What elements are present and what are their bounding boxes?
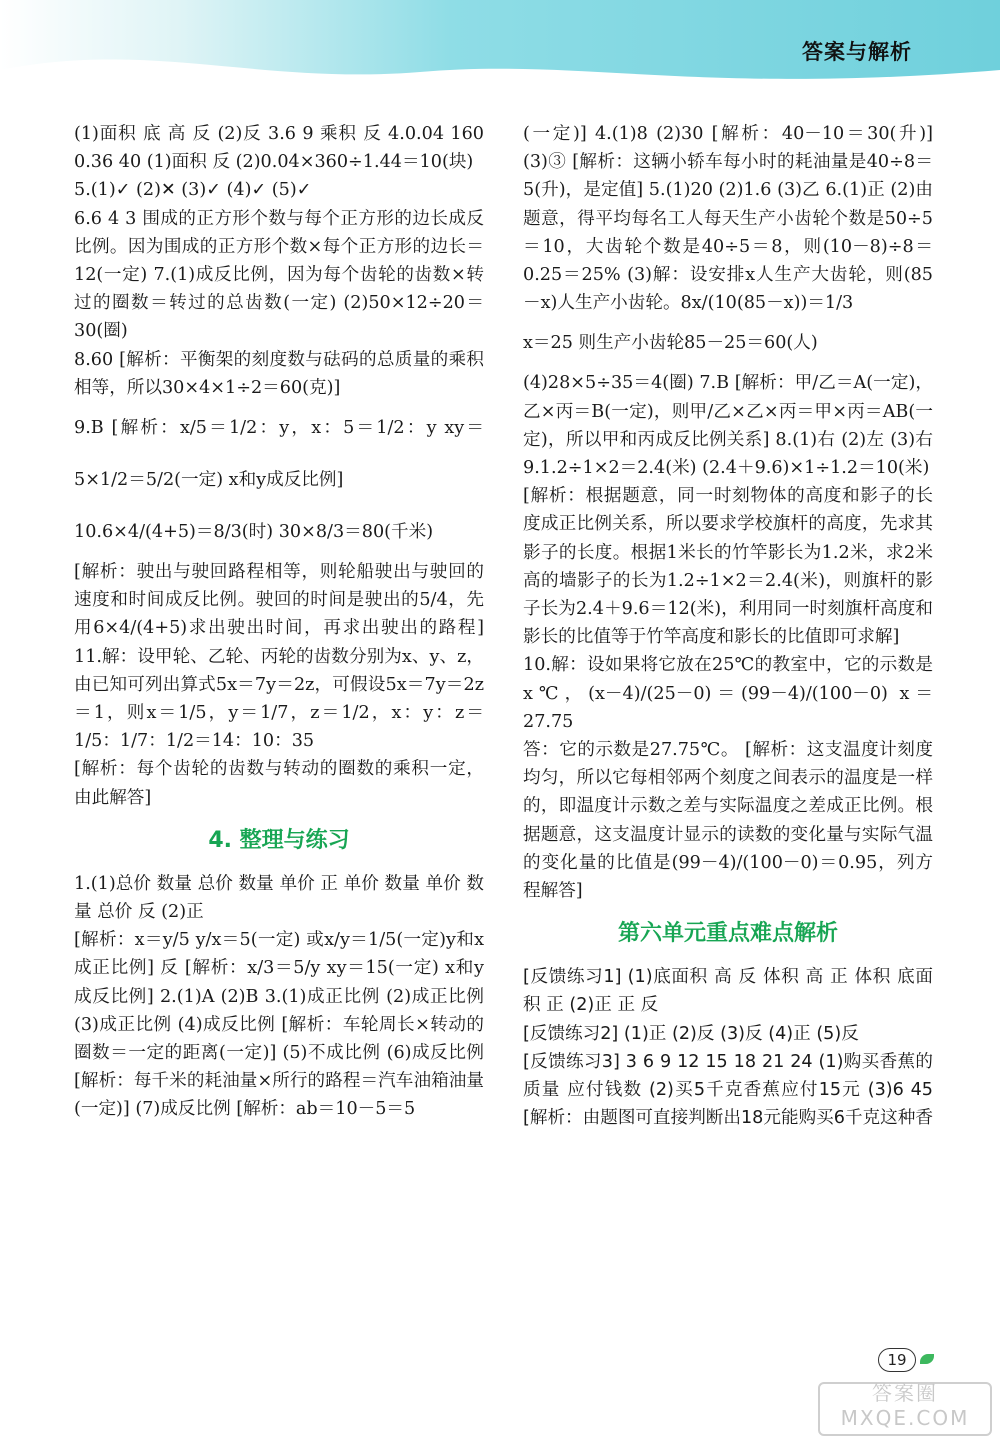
answer-block-11: (4)28×5÷35＝4(圈) 7.B [解析：甲/乙＝A(一定)，乙×丙＝B(一定)，则甲/乙×乙×丙＝甲×丙＝AB(一定)，所以甲和丙成反比例关系] 8.(1)右 (2)左 (3)右 9.1.2÷1×2＝2.4(米) (2.4＋9.6)×1÷1.2＝10(米) — [523, 373, 933, 479]
watermark-text: 答案圈 MXQE.COM — [840, 1381, 970, 1430]
feedback-exercise-2: [反馈练习2] (1)正 (2)反 (3)反 (4)正 (5)反 — [523, 1023, 859, 1044]
header-band — [0, 0, 1000, 112]
answer-block-3: 6.6 4 3 围成的正方形个数与每个正方形的边长成反比例。因为围成的正方形个数×每个正方形的边长＝12(一定) 7.(1)成反比例，因为每个齿轮的齿数×转过的圈数＝转过的总齿数(一定) (2)50×12÷20＝30(圈) — [74, 208, 484, 342]
section4-paragraph-1: 1.(1)总价 数量 总价 数量 单价 正 单价 数量 单价 数量 总价 反 (2)正 — [74, 873, 484, 923]
answer-block-12: [解析：根据题意，同一时刻物体的高度和影子的长度成正比例关系，所以要求学校旗杆的高度，先求其影子的长度。根据1米长的竹竿影长为1.2米，求2米高的墙影子的长为1.2÷1×2＝2.4(米)，则旗杆的影子长为2.4＋9.6＝12(米)，利用同一时刻旗杆高度和影长的比值等于竹竿高度和影长的比值即可求解] — [523, 486, 933, 648]
leaf-icon — [920, 1354, 934, 1364]
feedback-exercise-3: [反馈练习3] 3 6 9 12 15 18 21 24 (1)购买香蕉的质量 应付钱数 (2)买5千克香蕉应付15元 (3)6 45 [解析：由题图可直接判断出18元能购买6千克这种香 — [523, 1051, 933, 1129]
page-number: 19 — [878, 1348, 916, 1372]
left-column — [74, 120, 484, 1124]
answer-block-2: 5.(1)✓ (2)✕ (3)✓ (4)✓ (5)✓ — [74, 180, 312, 201]
answer-block-9: (一定)] 4.(1)8 (2)30 [解析：40－10＝30(升)] (3)③ [解析：这辆小轿车每小时的耗油量是40÷8＝5(升)，是定值] 5.(1)20 (2)1.6 (3)乙 6.(1)正 (2)由题意，得平均每名工人每天生产小齿轮个数是50÷5＝10，大齿轮个数是40÷5＝8，则(10－8)÷8＝0.25＝25% (3)解：设安排x人生产大齿轮，则(85－x)人生产小齿轮。8x/(10(85－x))＝1/3 — [523, 124, 933, 314]
answer-block-8: [解析：每个齿轮的齿数与转动的圈数的乘积一定，由此解答] — [74, 759, 484, 808]
header-title: 答案与解析 — [802, 40, 912, 64]
section4-paragraph-2: [解析：x＝y/5 y/x＝5(一定) 或x/y＝1/5(一定)y和x成正比例] 反 [解析：x/3＝5/y xy＝15(一定) x和y成反比例] 2.(1)A (2)B 3.(1)成正比例 (2)成正比例 (3)成正比例 (4)成反比例 [解析：车轮周长×转动的圈数＝一定的距离(一定)] (5)不成比例 (6)成反比例 [解析：每千米的耗油量×所行的路程＝汽车油箱油量(一定)] (7)成反比例 [解析：ab＝10－5＝5 — [74, 930, 484, 1120]
watermark-logo — [818, 1382, 992, 1436]
answer-block-14: 答：它的示数是27.75℃。 [解析：这支温度计刻度均匀，所以它每相邻两个刻度之间表示的温度是一样的，即温度计示数之差与实际温度之差成正比例。根据题意，这支温度计显示的读数的变化量与实际气温的变化量的比值是(99－4)/(100－0)＝0.95，列方程解答] — [523, 740, 933, 902]
section-title-6: 第六单元重点难点解析 — [617, 921, 838, 947]
answer-block-6: 10.6×4/(4+5)＝8/3(时) 30×8/3＝80(千米) — [74, 522, 434, 543]
feedback-exercise-1: [反馈练习1] (1)底面积 高 反 体积 高 正 体积 底面积 正 (2)正 正 反 — [523, 967, 933, 1016]
answer-block-4: 8.60 [解析：平衡架的刻度数与砝码的总质量的乘积相等，所以30×4×1÷2＝60(克)] — [74, 349, 484, 398]
answer-block-5: 9.B [解析：x/5＝1/2：y，x：5＝1/2：y xy＝5×1/2＝5/2(一定) x和y成反比例] — [74, 418, 484, 491]
answer-block-1: (1)面积 底 高 反 (2)反 3.6 9 乘积 反 4.0.04 160 0.36 40 (1)面积 反 (2)0.04×360÷1.44＝10(块) — [74, 124, 484, 173]
right-column — [523, 120, 933, 1133]
answer-block-10: x＝25 则生产小齿轮85－25＝60(人) — [523, 333, 818, 354]
answer-block-13: 10.解：设如果将它放在25℃的教室中，它的示数是x℃，(x－4)/(25－0)＝(99－4)/(100－0) x＝27.75 — [523, 655, 933, 732]
section-title-4: 4. 整理与练习 — [208, 827, 350, 853]
answer-block-7: [解析：驶出与驶回路程相等，则轮船驶出与驶回的速度和时间成反比例。驶回的时间是驶出的5/4，先用6×4/(4+5)求出驶出时间，再求出驶出的路程] 11.解：设甲轮、乙轮、丙轮的齿数分别为x、y、z，由已知可列出算式5x＝7y＝2z，可假设5x＝7y＝2z＝1，则x＝1/5，y＝1/7，z＝1/2，x：y：z＝1/5：1/7：1/2＝14：10：35 — [74, 562, 484, 752]
